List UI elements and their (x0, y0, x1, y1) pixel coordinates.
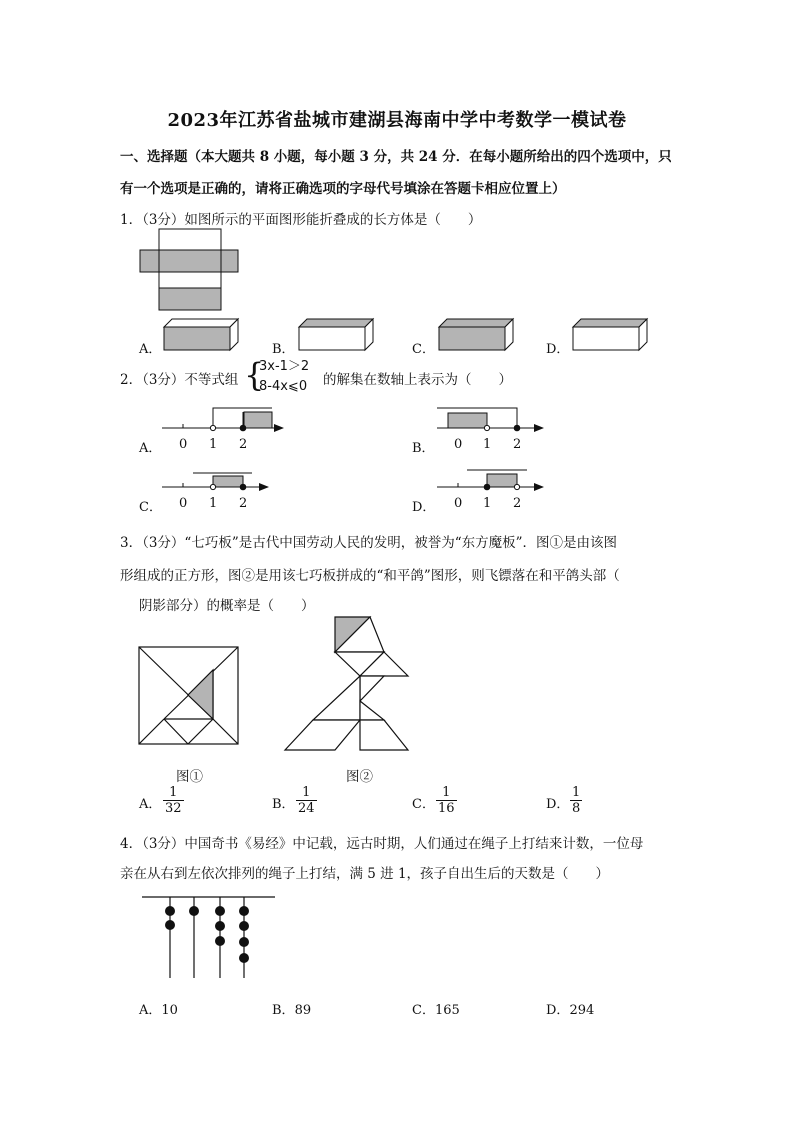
q3-a-numerator: 1 (169, 785, 178, 800)
q3-option-a-label[interactable]: A． (139, 797, 162, 812)
q4-option-c[interactable] (412, 999, 460, 1018)
q2-c-tick-2: 2 (239, 496, 248, 511)
q1-option-c-label[interactable]: C． (412, 342, 435, 357)
q4-option-a-value: 10 (161, 1003, 178, 1018)
q4-option-b-value: 89 (294, 1003, 312, 1018)
q2-inequality-1: 3x-1＞2 (259, 359, 310, 374)
q3-stem-line2: 形组成的正方形，图②是用该七巧板拼成的“和平鸽”图形，则飞镖落在和平鸽头部（ (120, 568, 620, 584)
q4-stem-line2: 亲在从右到左依次排列的绳子上打结，满 5 进 1，孩子自出生后的天数是（ ） (120, 866, 610, 882)
q3-fig2-caption: 图② (346, 769, 373, 785)
q2-d-tick-0: 0 (454, 496, 463, 511)
q4-option-c-letter: C． (412, 1003, 435, 1018)
q4-stem-line1: 4．（3分）中国奇书《易经》中记载，远古时期，人们通过在绳子上打结来计数，一位母 (120, 836, 644, 852)
q1-option-d-label[interactable]: D． (546, 342, 570, 357)
q3-fig1-caption: 图① (176, 769, 203, 785)
q3-d-numerator: 1 (572, 785, 581, 800)
q4-option-d-letter: D． (546, 1003, 570, 1018)
q2-c-tick-0: 0 (179, 496, 188, 511)
section-header-line1: 一、选择题（本大题共 8 小题，每小题 3 分，共 24 分．在每小题所给出的四个选项中，只 (120, 149, 672, 165)
q2-option-d-label[interactable]: D． (412, 500, 436, 515)
q3-stem-line1: 3．（3分）“七巧板”是古代中国劳动人民的发明，被誉为“东方魔板”．图①是由该图 (120, 535, 618, 551)
q4-option-a[interactable] (139, 999, 178, 1018)
q2-inequality-2: 8-4x⩽0 (259, 379, 308, 394)
q2-b-tick-1: 1 (483, 437, 492, 452)
section-header-line2: 有一个选项是正确的，请将正确选项的字母代号填涂在答题卡相应位置上） (120, 181, 566, 197)
q3-option-d-label[interactable]: D． (546, 797, 570, 812)
q2-a-tick-1: 1 (209, 437, 218, 452)
q2-stem-prefix: 2．（3分）不等式组 (120, 372, 239, 388)
q3-option-b-label[interactable]: B． (272, 797, 295, 812)
q2-b-tick-2: 2 (513, 437, 522, 452)
q2-option-c-label[interactable]: C． (139, 500, 162, 515)
q2-option-a-label[interactable]: A． (139, 441, 162, 456)
q4-option-b-letter: B． (272, 1003, 295, 1018)
q3-c-numerator: 1 (442, 785, 451, 800)
q3-b-denominator: 24 (298, 801, 315, 816)
q4-option-a-letter: A． (139, 1003, 162, 1018)
q2-d-tick-2: 2 (513, 496, 522, 511)
q3-a-denominator: 32 (165, 801, 182, 816)
q4-option-d[interactable] (546, 999, 594, 1018)
q2-a-tick-0: 0 (179, 437, 188, 452)
q1-option-a-label[interactable]: A． (139, 342, 162, 357)
q2-stem-suffix: 的解集在数轴上表示为（ ） (323, 372, 512, 388)
q1-option-b-label[interactable]: B． (272, 342, 295, 357)
q3-b-numerator: 1 (302, 785, 311, 800)
q2-b-tick-0: 0 (454, 437, 463, 452)
q2-option-b-label[interactable]: B． (412, 441, 435, 456)
q4-option-b[interactable] (272, 999, 311, 1018)
q1-stem: 1．（3分）如图所示的平面图形能折叠成的长方体是（ ） (120, 212, 482, 228)
q4-option-c-value: 165 (434, 1003, 460, 1018)
q3-d-denominator: 8 (572, 801, 581, 816)
q2-brace: { (244, 356, 265, 394)
q3-c-denominator: 16 (438, 801, 455, 816)
page-title: 2023年江苏省盐城市建湖县海南中学中考数学一模试卷 (167, 110, 627, 131)
q2-c-tick-1: 1 (209, 496, 218, 511)
q3-stem-line3: 阴影部分）的概率是（ ） (139, 598, 315, 614)
q3-option-c-label[interactable]: C． (412, 797, 435, 812)
q2-d-tick-1: 1 (483, 496, 492, 511)
q4-option-d-value: 294 (569, 1003, 595, 1018)
q2-a-tick-2: 2 (239, 437, 248, 452)
